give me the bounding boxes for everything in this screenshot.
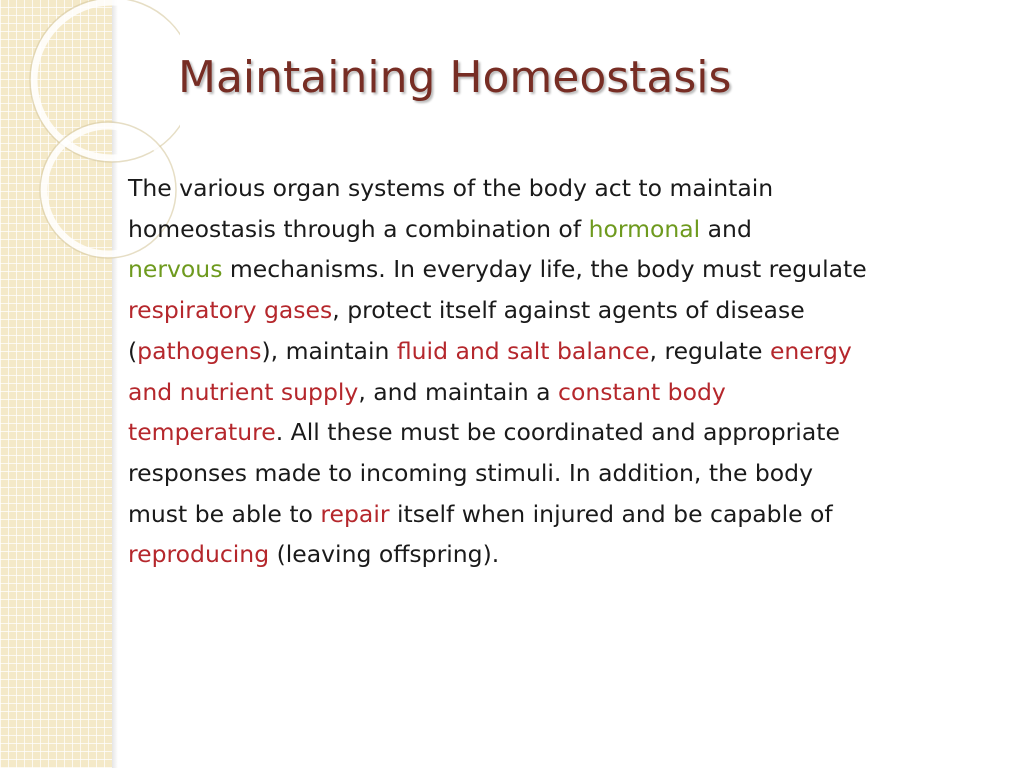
text-run: ( (128, 336, 138, 365)
body-line (128, 290, 1000, 331)
body-line (128, 372, 1000, 413)
highlight-repair: repair (320, 499, 390, 528)
decorative-ring-upper-shadow (30, 0, 180, 162)
highlight-pathogens: pathogens (137, 336, 262, 365)
highlight-constant-body: constant body (558, 377, 726, 406)
decorative-ring-upper (34, 2, 180, 158)
text-run: (leaving offspring). (269, 540, 500, 569)
highlight-reproducing: reproducing (128, 540, 270, 569)
text-run: must be able to (128, 499, 321, 528)
text-run: , regulate (649, 336, 770, 365)
body-paragraph (128, 168, 1000, 575)
highlight-nervous: nervous (128, 255, 223, 284)
text-run: homeostasis through a combination of (128, 214, 589, 243)
text-run: mechanisms. In everyday life, the body must regulate (222, 255, 867, 284)
text-run: itself when injured and be capable of (389, 499, 833, 528)
slide-title: Maintaining Homeostasis (178, 52, 732, 103)
body-line (128, 494, 1000, 535)
text-run: ), maintain (261, 336, 397, 365)
text-run: . All these must be coordinated and appropriate (275, 418, 840, 447)
highlight-respiratory-gases: respiratory gases (128, 296, 333, 325)
text-run: responses made to incoming stimuli. In addition, the body (128, 458, 814, 487)
body-line (128, 412, 1000, 453)
text-run: The various organ systems of the body act to maintain (128, 174, 774, 202)
text-run: and (700, 214, 752, 243)
highlight-fluid-salt-balance: fluid and salt balance (396, 336, 650, 365)
text-run: , protect itself against agents of disease (332, 296, 805, 325)
body-line (128, 249, 1000, 290)
highlight-hormonal: hormonal (588, 214, 701, 243)
body-line (128, 534, 1000, 575)
text-run: , and maintain a (358, 377, 559, 406)
body-line (128, 168, 1000, 209)
body-line (128, 331, 1000, 372)
body-line (128, 209, 1000, 250)
body-line (128, 453, 1000, 494)
highlight-temperature: temperature (128, 418, 276, 447)
highlight-energy: energy (769, 336, 852, 365)
highlight-nutrient-supply: and nutrient supply (128, 377, 359, 406)
